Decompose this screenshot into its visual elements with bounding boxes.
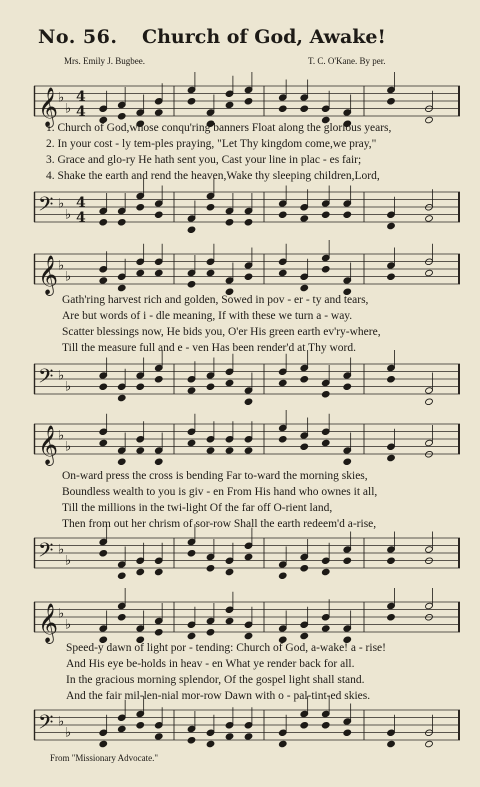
note-head [244, 97, 253, 105]
lyric-line: Till the measure full and e - ven Has been render'd at Thy word. [62, 342, 356, 354]
lyric-line: 2. In your cost - ly tem-ples praying, "Let Thy kingdom come,we pray," [46, 138, 377, 150]
note-head [387, 454, 396, 462]
flat-icon: ♭ [58, 606, 65, 622]
note-head [387, 273, 396, 281]
note-head [117, 725, 126, 733]
time-signature: 4 [76, 104, 86, 120]
note-head [99, 439, 108, 447]
note-head [278, 435, 287, 443]
note-head [244, 218, 253, 226]
note-head [117, 613, 126, 621]
treble-staff-4 [34, 598, 460, 642]
note-head [99, 277, 108, 285]
lyric-line: Then from out her chrism of sor-row Shall the earth redeem'd a-rise, [62, 518, 377, 530]
treble-clef-icon: 𝄞 [38, 603, 59, 643]
flat-icon: ♭ [65, 553, 72, 569]
note-head [154, 568, 163, 576]
note-head [244, 553, 253, 561]
note-head [321, 625, 330, 633]
note-head [244, 447, 253, 455]
note-head [206, 383, 215, 391]
note-head [278, 105, 287, 113]
treble-clef-icon: 𝄞 [38, 255, 59, 295]
flat-icon: ♭ [58, 258, 65, 274]
staff-notation [34, 188, 460, 232]
note-head [387, 740, 396, 748]
note-head [99, 218, 108, 226]
bass-staff-4 [34, 706, 460, 750]
note-head [187, 736, 196, 744]
flat-icon: ♭ [65, 439, 72, 455]
treble-clef-icon: 𝄞 [38, 425, 59, 465]
hymn-number: No. 56. [38, 26, 118, 48]
bass-staff-1 [34, 188, 460, 232]
flat-icon: ♭ [58, 714, 65, 730]
note-head [300, 632, 309, 640]
note-head [321, 721, 330, 729]
note-head [244, 398, 253, 406]
flat-icon: ♭ [58, 428, 65, 444]
note-head [321, 390, 330, 398]
note-head [387, 613, 396, 621]
flat-icon: ♭ [58, 368, 65, 384]
time-signature: 4 [76, 195, 86, 211]
lyric-line: Speed-y dawn of light por - tending: Church of God, a-wake! a - rise! [66, 642, 386, 654]
note-head [343, 383, 352, 391]
lyric-line: 4. Shake the earth and rend the heaven,Wake thy sleeping children,Lord, [46, 170, 380, 182]
note-head [343, 211, 352, 219]
lyric-line: On-ward press the cross is bending Far to-ward the morning skies, [62, 470, 368, 482]
lyric-line: 1. Church of God,whose conqu'ring banners Float along the glorious years, [46, 122, 392, 134]
note-head [187, 549, 196, 557]
lyric-line: And the fair mil-len-nial mor-row Dawn with o - pal-tint-ed skies. [66, 690, 371, 702]
flat-icon: ♭ [58, 90, 65, 106]
note-head [343, 557, 352, 565]
note-head [187, 280, 196, 288]
note-head [225, 101, 234, 109]
staff-notation [34, 420, 460, 464]
bass-clef-icon: 𝄢 [38, 538, 54, 567]
note-head [206, 740, 215, 748]
note-head [206, 269, 215, 277]
note-head [225, 568, 234, 576]
note-head [425, 116, 434, 124]
note-head [278, 211, 287, 219]
note-head [154, 733, 163, 741]
note-head [154, 211, 163, 219]
bass-clef-icon: 𝄢 [38, 192, 54, 221]
flat-icon: ♭ [65, 617, 72, 633]
note-head [206, 203, 215, 211]
note-head [117, 394, 126, 402]
note-head [300, 564, 309, 572]
staff-notation [34, 534, 460, 578]
note-head [387, 97, 396, 105]
lyric-line: In the gracious morning splendor, Of the gospel light shall stand. [66, 674, 365, 686]
note-head [187, 632, 196, 640]
lyric-line: Boundless wealth to you is giv - en From His hand who ownes it all, [62, 486, 378, 498]
note-head [278, 572, 287, 580]
note-head [187, 97, 196, 105]
note-head [321, 211, 330, 219]
note-head [154, 375, 163, 383]
composer-credit: T. C. O'Kane. By per. [308, 56, 386, 66]
note-head [136, 203, 145, 211]
note-head [99, 740, 108, 748]
note-head [99, 383, 108, 391]
bass-staff-3 [34, 534, 460, 578]
note-head [117, 458, 126, 466]
time-signature: 4 [76, 210, 86, 226]
note-head [387, 222, 396, 230]
note-head [425, 215, 434, 223]
note-head [300, 443, 309, 451]
note-head [136, 447, 145, 455]
bass-staff-2 [34, 360, 460, 404]
note-head [425, 740, 434, 748]
note-head [244, 733, 253, 741]
staff-notation [34, 360, 460, 404]
treble-staff-1 [34, 82, 460, 126]
hymn-title: Church of God, Awake! [142, 26, 386, 48]
staff-notation [34, 250, 460, 294]
note-head [244, 632, 253, 640]
note-head [187, 439, 196, 447]
lyric-line: And His eye be-holds in heav - en What ye render back for all. [66, 658, 355, 670]
flat-icon: ♭ [65, 207, 72, 223]
note-head [206, 564, 215, 572]
note-head [300, 105, 309, 113]
bass-clef-icon: 𝄢 [38, 710, 54, 739]
staff-notation [34, 82, 460, 126]
note-head [278, 379, 287, 387]
note-head [321, 568, 330, 576]
note-head [343, 458, 352, 466]
note-head [244, 273, 253, 281]
flat-icon: ♭ [65, 269, 72, 285]
note-head [300, 284, 309, 292]
note-head [154, 458, 163, 466]
note-head [278, 740, 287, 748]
note-head [387, 557, 396, 565]
note-head [154, 628, 163, 636]
note-head [278, 269, 287, 277]
treble-staff-2 [34, 250, 460, 294]
note-head [117, 572, 126, 580]
note-head [425, 398, 434, 406]
note-head [225, 218, 234, 226]
flat-icon: ♭ [58, 196, 65, 212]
flat-icon: ♭ [58, 542, 65, 558]
source-credit: From "Missionary Advocate." [50, 753, 159, 763]
lyric-line: 3. Grace and glo-ry He hath sent you, Cast your line in plac - es fair; [46, 154, 362, 166]
flat-icon: ♭ [65, 379, 72, 395]
lyric-line: Gath'ring harvest rich and golden, Sowed in pov - er - ty and tears, [62, 294, 369, 306]
note-head [225, 379, 234, 387]
staff-notation [34, 706, 460, 750]
treble-clef-icon: 𝄞 [38, 87, 59, 127]
note-head [117, 112, 126, 120]
note-head [321, 265, 330, 273]
note-head [300, 375, 309, 383]
note-head [225, 447, 234, 455]
flat-icon: ♭ [65, 725, 72, 741]
treble-staff-3 [34, 420, 460, 464]
note-head [99, 549, 108, 557]
note-head [300, 215, 309, 223]
note-head [387, 375, 396, 383]
note-head [136, 568, 145, 576]
lyric-line: Till the millions in the twi-light Of the far off O-rient land, [62, 502, 333, 514]
bass-clef-icon: 𝄢 [38, 364, 54, 393]
note-head [300, 721, 309, 729]
lyric-line: Are but words of i - dle meaning, If with these we turn a - way. [62, 310, 353, 322]
flat-icon: ♭ [65, 101, 72, 117]
note-head [321, 439, 330, 447]
note-head [136, 269, 145, 277]
note-head [154, 269, 163, 277]
note-head [225, 733, 234, 741]
note-head [154, 109, 163, 117]
note-head [206, 628, 215, 636]
note-head [136, 721, 145, 729]
note-head [225, 617, 234, 625]
note-head [425, 269, 434, 277]
note-head [343, 729, 352, 737]
note-head [117, 284, 126, 292]
note-head [187, 226, 196, 234]
time-signature: 4 [76, 89, 86, 105]
lyricist-credit: Mrs. Emily J. Bugbee. [64, 56, 145, 66]
note-head [187, 387, 196, 395]
note-head [117, 218, 126, 226]
staff-notation [34, 598, 460, 642]
note-head [206, 447, 215, 455]
lyric-line: Scatter blessings now, He bids you, O'er His green earth ev'ry-where, [62, 326, 381, 338]
note-head [136, 383, 145, 391]
